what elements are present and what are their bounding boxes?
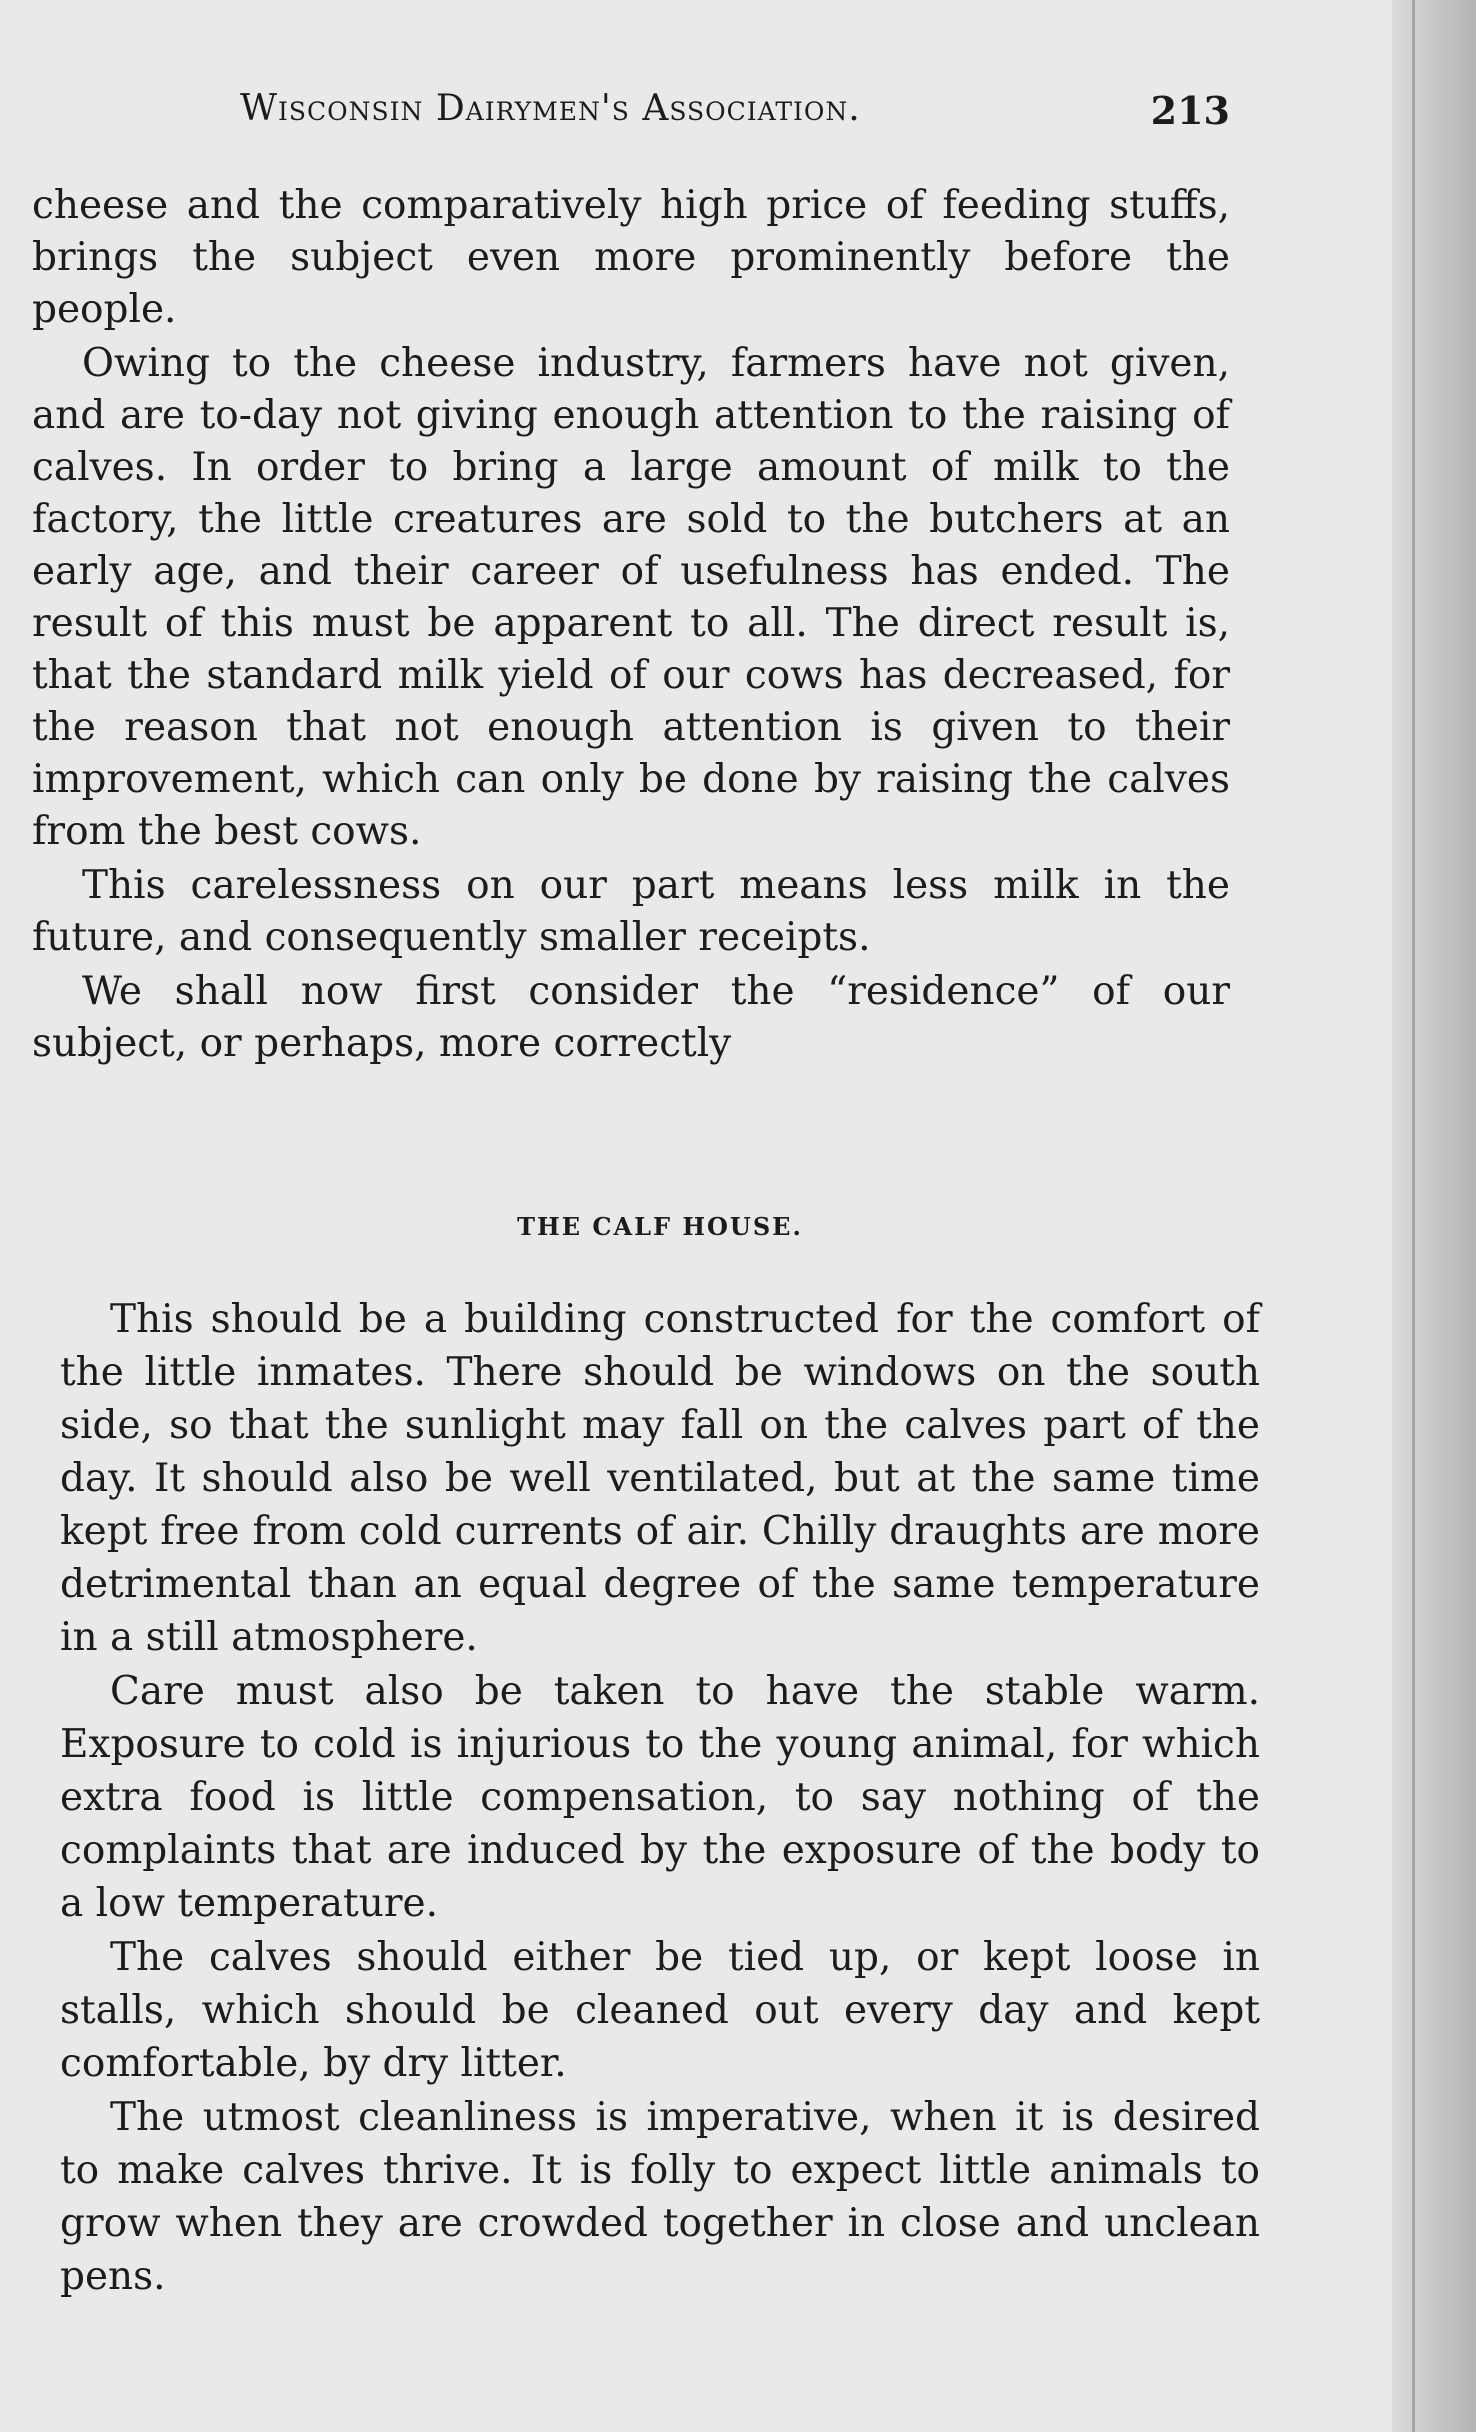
paragraph: This should be a building constructed for the comfort of the little inmates. There should be windows on the south side, so that the sunlight may fall on the calves part of the day. It should also be well ventilated, but at the same time kept free from cold currents of air. Chilly draughts are more detrimental than an equal degree of the same temperature in a still atmosphere. xyxy=(60,1297,1260,1660)
page-number: 213 xyxy=(1150,88,1230,133)
running-title: Wisconsin Dairymen's Association. xyxy=(240,88,861,129)
paragraph: Care must also be taken to have the stable warm. Exposure to cold is injurious to the young animal, for which extra food is little compensation, to say nothing of the complaints that are induced by the exposure of the body to a low temperature. xyxy=(60,1669,1260,1926)
paragraph: This carelessness on our part means less milk in the future, and consequently smaller receipts. xyxy=(32,863,1230,960)
paragraph: The calves should either be tied up, or kept loose in stalls, which should be cleaned out every day and kept comfortable, by dry litter. xyxy=(60,1935,1260,2086)
paragraph: Owing to the cheese industry, farmers have not given, and are to-day not giving enough attention to the raising of calves. In order to bring a large amount of milk to the factory, the little creatures are sold to the butchers at an early age, and their career of usefulness has ended. The result of this must be apparent to all. The direct result is, that the standard milk yield of our cows has decreased, for the reason that not enough attention is given to their improvement, which can only be done by raising the calves from the best cows. xyxy=(32,341,1230,854)
section-heading: THE CALF HOUSE. xyxy=(517,1212,803,1241)
calf-house-section xyxy=(60,1200,1260,2304)
page-header xyxy=(240,88,1230,138)
paragraph: cheese and the comparatively high price of feeding stuffs, brings the subject even more prominently before the people. xyxy=(32,183,1230,332)
paragraph: The utmost cleanliness is imperative, when it is desired to make calves thrive. It is folly to expect little animals to grow when they are crowded together in close and unclean pens. xyxy=(60,2095,1260,2299)
book-page-edge xyxy=(1392,0,1476,2432)
paragraph: We shall now first consider the “residence” of our subject, or perhaps, more correctly xyxy=(32,969,1230,1066)
body-text xyxy=(32,180,1230,1072)
